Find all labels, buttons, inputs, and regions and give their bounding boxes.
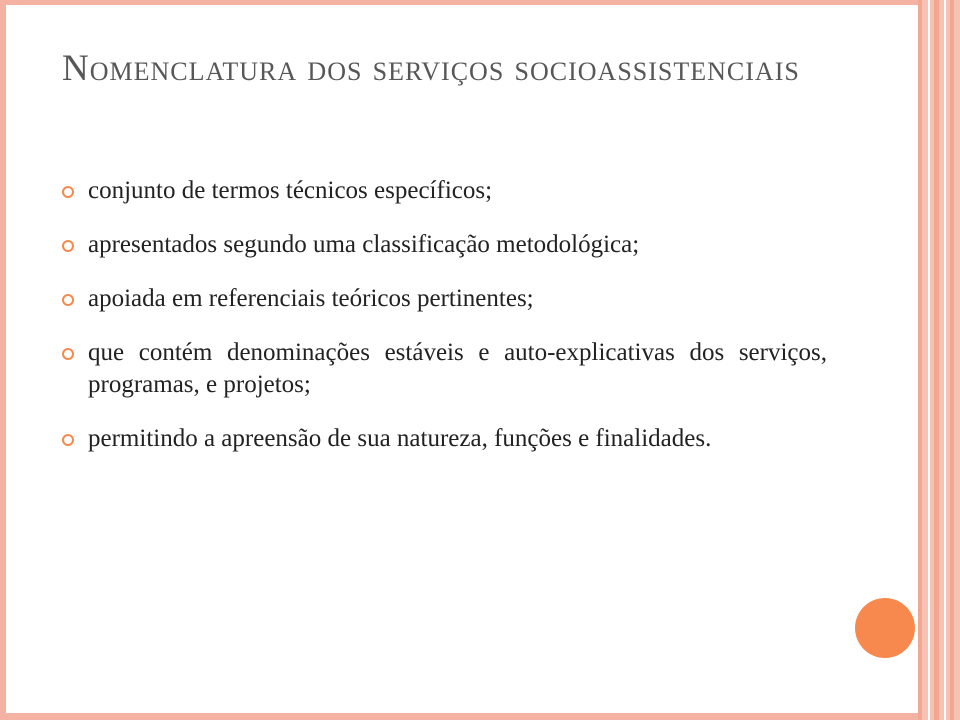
decorative-stripe bbox=[944, 0, 946, 720]
bullet-item bbox=[62, 283, 827, 315]
bullet-circle-icon bbox=[62, 240, 74, 252]
decorative-stripe bbox=[950, 0, 954, 720]
bullet-list bbox=[62, 175, 827, 477]
bullet-circle-icon bbox=[62, 348, 74, 360]
bullet-item bbox=[62, 423, 827, 455]
decorative-stripe bbox=[934, 0, 939, 720]
bullet-circle-icon bbox=[62, 434, 74, 446]
bullet-circle-icon bbox=[62, 186, 74, 198]
bullet-text: conjunto de termos técnicos específicos; bbox=[88, 177, 493, 204]
bullet-text: apresentados segundo uma classificação metodológica; bbox=[88, 231, 640, 258]
slide-border-left bbox=[0, 0, 6, 720]
decorative-stripe bbox=[918, 0, 922, 720]
bullet-text: permitindo a apreensão de sua natureza, funções e finalidades. bbox=[88, 425, 712, 452]
bullet-circle-icon bbox=[62, 294, 74, 306]
slide-title: Nomenclatura dos serviços socioassistenciais bbox=[62, 48, 800, 89]
bullet-item bbox=[62, 337, 827, 401]
decorative-circle-icon bbox=[855, 598, 915, 658]
bullet-item bbox=[62, 175, 827, 207]
bullet-text: que contém denominações estáveis e auto-explicativas dos serviços, programas, e projetos; bbox=[88, 339, 827, 398]
slide-border-top bbox=[0, 0, 920, 5]
decorative-stripe bbox=[928, 0, 930, 720]
bullet-text: apoiada em referenciais teóricos pertinentes; bbox=[88, 285, 534, 312]
slide-border-bottom bbox=[0, 713, 920, 720]
bullet-item bbox=[62, 229, 827, 261]
